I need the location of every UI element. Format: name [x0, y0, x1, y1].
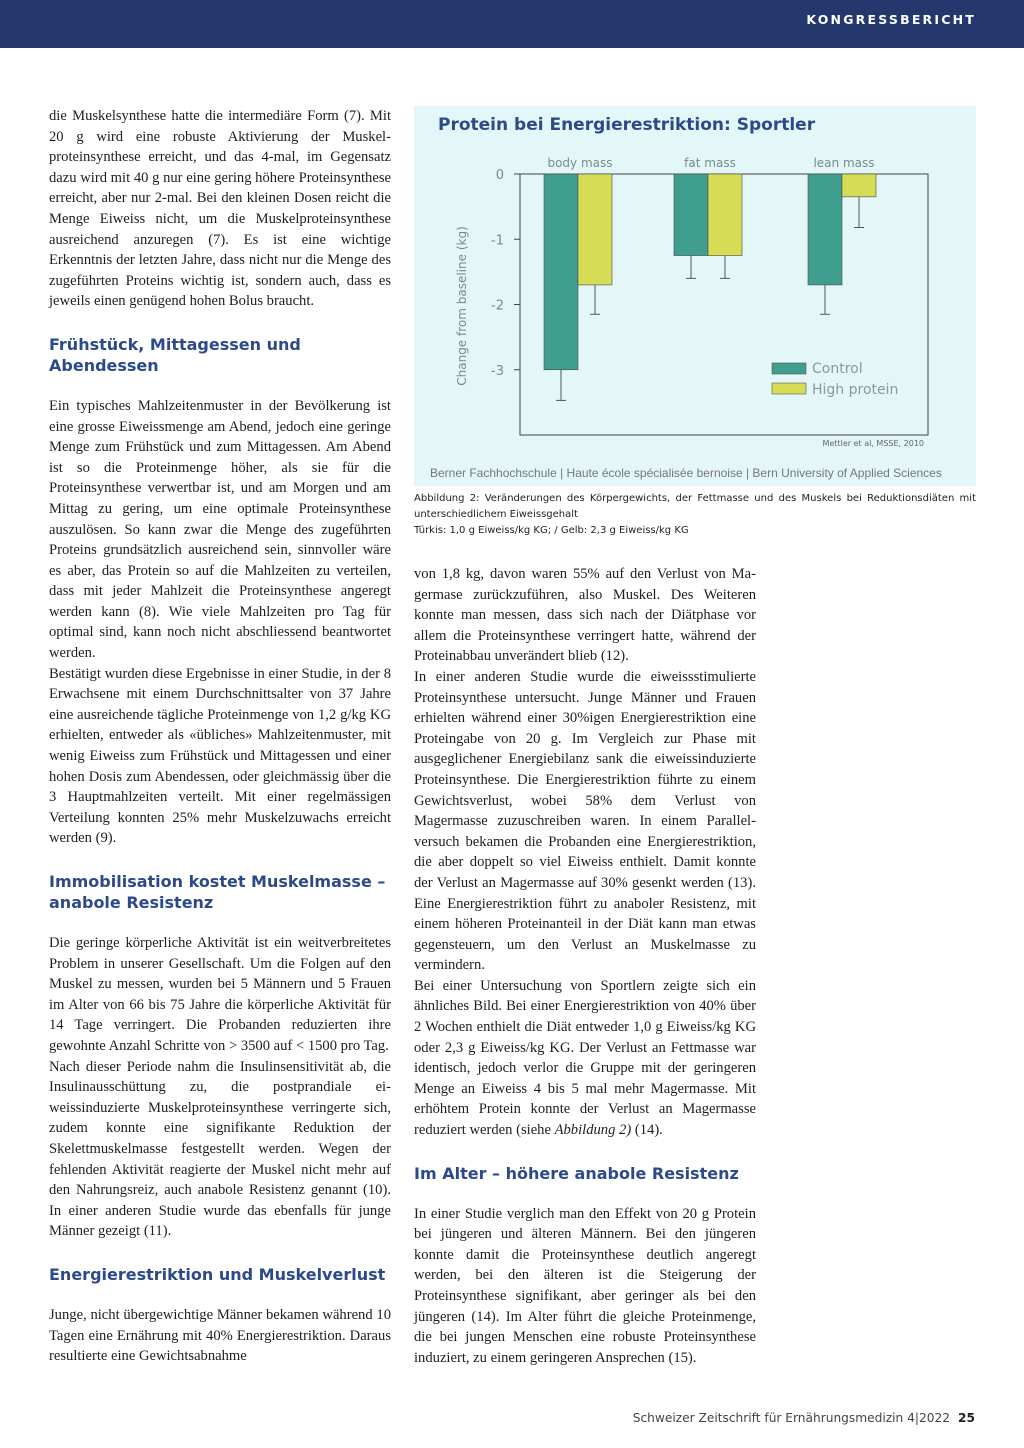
paragraph: Ein typisches Mahlzeitenmuster in der Bevölkerung ist eine grosse Eiweissmenge am Abend, jedoch eine geringe Menge zum Frühstück und zum Mittagessen. Am Abend ist so die Proteinmenge höher, als sie für die Proteinsynthese verwertbar ist, und am Morgen und am Mittag zu gering, um eine optimale Proteinsynthese auszulösen. So kann zwar die Menge des zugeführten Proteins grundsätzlich ausreichend sein, sinnvoller wäre es aber, das Protein so auf die Mahlzeiten zu verteilen, dass mit jeder Mahlzeit die Proteinsynthese angeregt werden kann (8). Wie viele Mahlzeiten pro Tag für optimal sind, kann noch nicht abschliessend beantwortet werden.	[49, 397, 391, 662]
legend-label-high-protein: High protein	[812, 382, 899, 398]
institution-line: Berner Fachhochschule | Haute école spécialisée bernoise | Bern University of Applied Sciences	[430, 466, 942, 480]
paragraph: In einer Studie verglich man den Effekt von 20 g Protein bei jüngeren und älteren Männern. Bei den jüngeren konnte damit die Proteinsynthese deutlich angeregt werden, bei den älteren ist die Steigerung der Proteinsynthese signifikant, aber geringer als bei den jüngeren (14). Im Alter führt die gleiche Proteinmenge, die bei jungen Menschen eine robuste Proteinsynthese induziert, zu einem geringeren Ansprechen (15).	[414, 1205, 756, 1366]
paragraph: Nach dieser Periode nahm die Insulinsensitivität ab, die Insulinausschüttung zu, die postprandiale eiweissinduzierte Muskelproteinsynthese verringerte sich, zudem konnte eine signifikante Reduktion der Skelettmuskelmasse festgestellt werden. Wegen der fehlenden Aktivität reagierte der Muskel nicht mehr auf den Nahrungsreiz, auch anabole Resistenz genannt (10). In einer anderen Studie wurde das ebenfalls für junge Männer gezeigt (11).	[49, 1058, 391, 1240]
chart-source: Mettler et al, MSSE, 2010	[822, 439, 924, 448]
paragraph-text: Bei einer Untersuchung von Sportlern zeigte sich ein ähnliches Bild. Bei einer Energierestriktion von 40% über 2 Wochen enthielt die Diät entweder 1,0 g Eiweiss/kg KG oder 2,3 g Eiweiss/kg KG. Der Verlust an Fettmasse war identisch, jedoch verlor die Gruppe mit der geringeren Menge an Eiweiss 4 bis 5 mal mehr Magermasse. Mit erhöhtem Protein konnte der Verlust an Magermasse reduziert werden (siehe	[414, 977, 756, 1139]
y-tick-label: 0	[495, 168, 504, 183]
section-heading: Energierestriktion und Muskelverlust	[49, 1264, 386, 1284]
header-bar	[0, 0, 1024, 48]
chart-title: Protein bei Energierestriktion: Sportler	[438, 115, 816, 135]
bar	[708, 174, 742, 256]
figure-reference: Abbildung 2)	[554, 1122, 632, 1139]
section-heading: Im Alter – höhere anabole Resistenz	[414, 1163, 739, 1183]
paragraph-text: (14).	[631, 1122, 663, 1139]
caption-text: Abbildung 2: Veränderungen des Körpergewichts, der Fettmasse und des Muskels bei Reduktionsdiäten mit unterschiedlichem Eiweissgehalt	[414, 493, 976, 520]
paragraph: Die geringe körperliche Aktivität ist ein weitverbreitetes Problem in unserer Gesellschaft. Um die Folgen auf den Muskel zu messen, wurden bei 5 Männern und 5 Frauen im Alter von 66 bis 75 Jahre die körperliche Aktivität für 14 Tage verringert. Die Probanden reduzierten ihre gewohnte Anzahl Schritte von > 3500 auf < 1500 pro Tag.	[49, 935, 391, 1054]
figure	[414, 106, 976, 486]
y-tick-label: -3	[491, 363, 504, 379]
legend-label-control: Control	[812, 361, 863, 377]
bar	[842, 174, 876, 197]
section-heading: Immobilisation kostet Muskelmasse – anabole Resistenz	[49, 872, 386, 912]
page-footer	[633, 1411, 975, 1425]
chart-legend	[772, 361, 898, 398]
paragraph: In einer anderen Studie wurde die eiweissstimulierte Proteinsynthese untersucht. Junge Männer und Frauen erhielten während einer 30%igen Energierestriktion eine Proteingabe von 20 g. Im Vergleich zur Phase mit ausgeglichener Energiebilanz sank die eiweissinduzierte Proteinsynthese. Die Energierestriktion führte zu einem Gewichtsverlust, wobei 58% dem Verlust von Magermasse zuzuschreiben waren. In einem Parallelversuch bekamen die Probanden eine Energierestriktion, die aber doppelt so viel Eiweiss enthielt. Damit konnte der Verlust an Magermasse auf 30% gesenkt werden (13). Eine Energierestriktion führt zu anaboler Resistenz, mit einem höheren Proteinanteil in der Diät kann man etwas gegensteuern, um den Verlust an Muskelmasse zu vermindern.	[414, 668, 756, 974]
caption-legend-text: Türkis: 1,0 g Eiweiss/kg KG; / Gelb: 2,3 g Eiweiss/kg KG	[414, 525, 689, 536]
category-label: fat mass	[684, 156, 736, 170]
bar	[578, 174, 612, 285]
right-column	[414, 564, 756, 1368]
bar	[808, 174, 842, 285]
figure-caption	[414, 491, 976, 539]
paragraph: die Muskelsynthese hatte die intermediäre Form (7). Mit 20 g wird eine robuste Aktivierung der Muskelproteinsynthese erreicht, und das 4-mal, im Gegensatz dazu wird mit 40 g nur eine gering höhere Proteinsynthese erreicht, aber nur 2-mal. Bei den kleinen Dosen reicht die Menge Eiweiss nicht, um die Muskelproteinsynthese ausreichend anzuregen (7). Es ist eine wichtige Erkenntnis der letzten Jahre, dass nicht nur die Menge des zugeführten Proteins wichtig ist, sondern auch, dass es jeweils einen genügend hohen Bolus braucht.	[49, 108, 391, 310]
y-tick-label: -1	[491, 233, 504, 249]
left-column	[49, 106, 391, 1367]
section-label: KONGRESSBERICHT	[806, 12, 976, 27]
bar	[544, 174, 578, 370]
category-label: lean mass	[813, 156, 875, 170]
y-axis-label: Change from baseline (kg)	[455, 226, 469, 386]
legend-swatch-control	[772, 363, 806, 374]
legend-swatch-high-protein	[772, 383, 806, 394]
bar-chart	[414, 106, 976, 486]
paragraph: Junge, nicht übergewichtige Männer bekamen während 10 Tagen eine Ernährung mit 40% Energierestriktion. Daraus resultierte eine Gewichtsabnahme	[49, 1306, 391, 1365]
y-tick-label: -2	[491, 298, 504, 314]
journal-title: Schweizer Zeitschrift für Ernährungsmedizin 4|2022	[632, 1411, 951, 1425]
section-heading: Frühstück, Mittagessen und Abendessen	[49, 334, 301, 375]
paragraph: Bestätigt wurden diese Ergebnisse in einer Studie, in der 8 Erwachsene mit einem Durchschnittsalter von 37 Jahre eine ausreichende tägliche Proteinmenge von 1,2 g/kg KG erhielten, entweder als «übliches» Mahlzeitenmuster, mit wenig Eiweiss zum Frühstück und Mittagessen und einer hohen Dosis zum Abendessen, oder gleichmässig über die 3 Hauptmahlzeiten verteilt. Mit einer regelmässigen Verteilung konnten 25% mehr Muskelzuwachs erreicht werden (9).	[49, 665, 391, 847]
bar	[674, 174, 708, 256]
paragraph	[414, 976, 756, 1141]
paragraph: von 1,8 kg, davon waren 55% auf den Verlust von Magermase zurückzuführen, also Muskel. Des Weiteren konnte man messen, dass sich nach der Diätphase vor allem die Proteinsynthese verringert hatte, während der Proteinabbau unverändert blieb (12).	[414, 566, 756, 665]
page-number: 25	[958, 1411, 975, 1425]
category-label: body mass	[547, 156, 613, 170]
